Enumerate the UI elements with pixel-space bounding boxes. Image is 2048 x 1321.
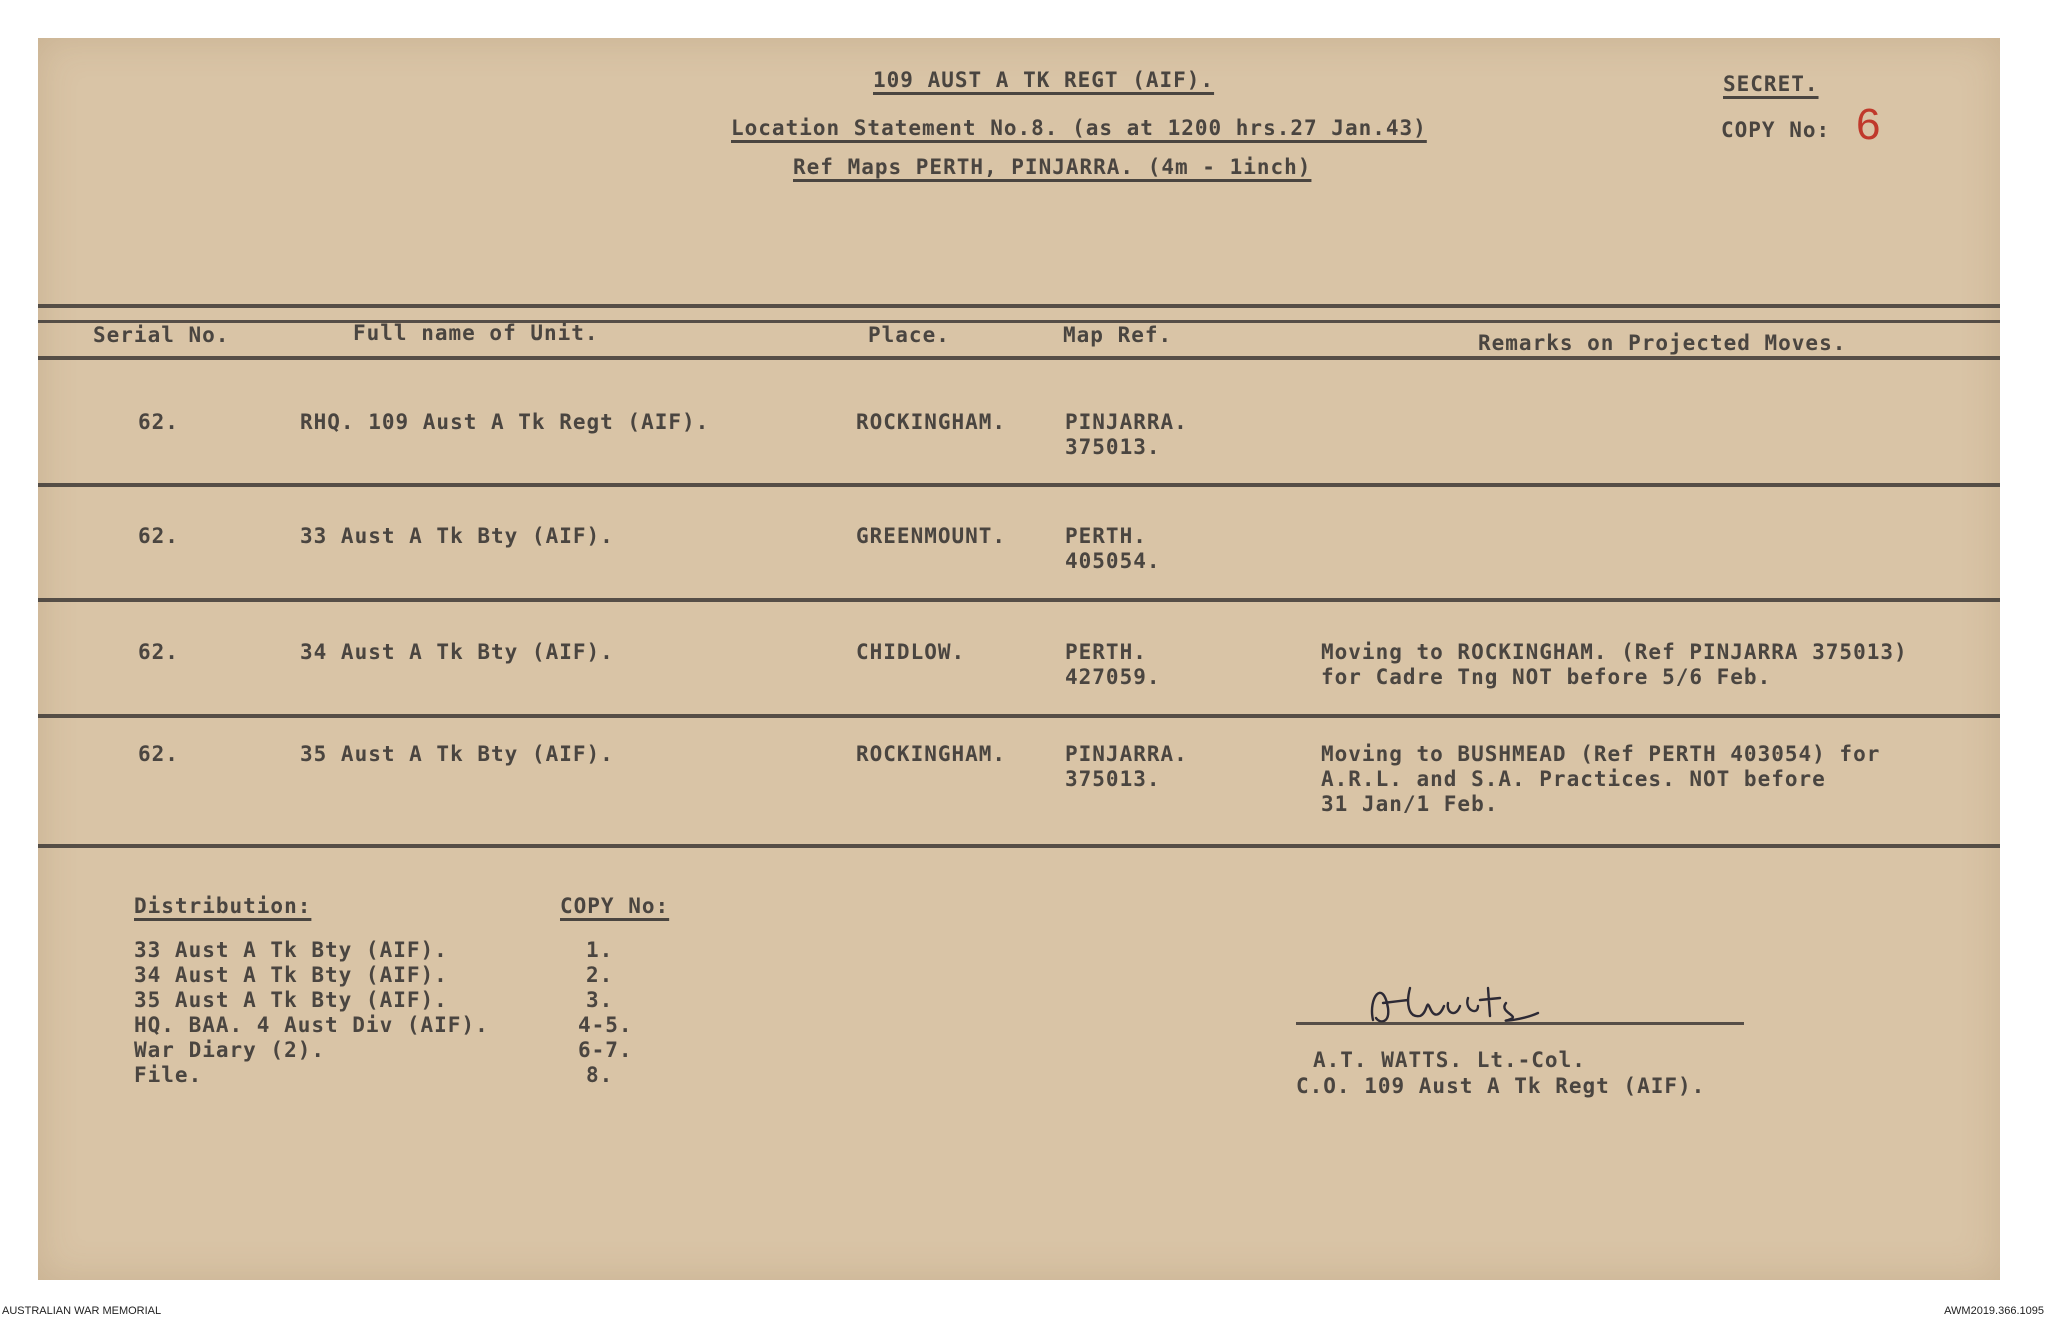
row-serial: 62. (138, 410, 179, 434)
row-divider (38, 483, 2000, 487)
distribution-copy: 2. (586, 963, 614, 987)
distribution-copy: 3. (586, 988, 614, 1012)
document-sheet (38, 38, 2000, 1280)
distribution-copy: 6-7. (578, 1038, 633, 1062)
row-place: ROCKINGHAM. (856, 742, 1007, 766)
footer-accession-number: AWM2019.366.1095 (1944, 1305, 2044, 1317)
distribution-copy: 1. (586, 938, 614, 962)
row-place: ROCKINGHAM. (856, 410, 1007, 434)
copy-number-handwritten: 6 (1856, 100, 1881, 149)
row-map-ref-grid: 375013. (1065, 435, 1161, 459)
row-map-ref-grid: 405054. (1065, 549, 1161, 573)
row-serial: 62. (138, 640, 179, 664)
column-header-unit: Full name of Unit. (353, 321, 599, 345)
row-map-ref-grid: 427059. (1065, 665, 1161, 689)
column-header-place: Place. (868, 323, 950, 347)
distribution-heading: Distribution: (134, 894, 312, 918)
row-remarks-line: 31 Jan/1 Feb. (1321, 792, 1499, 816)
row-map-ref-sheet: PINJARRA. (1065, 410, 1188, 434)
table-top-rule (38, 304, 2000, 308)
row-map-ref-sheet: PERTH. (1065, 524, 1147, 548)
column-header-map-ref: Map Ref. (1063, 323, 1173, 347)
row-remarks-line: A.R.L. and S.A. Practices. NOT before (1321, 767, 1826, 791)
distribution-copy: 8. (586, 1063, 614, 1087)
row-place: CHIDLOW. (856, 640, 966, 664)
signatory-title: C.O. 109 Aust A Tk Regt (AIF). (1296, 1074, 1706, 1098)
row-map-ref-sheet: PERTH. (1065, 640, 1147, 664)
row-unit: 35 Aust A Tk Bty (AIF). (300, 742, 614, 766)
row-map-ref-grid: 375013. (1065, 767, 1161, 791)
document-title: 109 AUST A TK REGT (AIF). (873, 68, 1215, 92)
distribution-item: HQ. BAA. 4 Aust Div (AIF). (134, 1013, 489, 1037)
column-header-remarks: Remarks on Projected Moves. (1478, 331, 1847, 355)
location-statement-subtitle: Location Statement No.8. (as at 1200 hrs.27 Jan.43) (731, 116, 1427, 140)
column-header-serial: Serial No. (93, 323, 230, 347)
row-remarks-line: Moving to ROCKINGHAM. (Ref PINJARRA 375013) (1321, 640, 1908, 664)
row-serial: 62. (138, 524, 179, 548)
row-unit: RHQ. 109 Aust A Tk Regt (AIF). (300, 410, 710, 434)
row-remarks-line: for Cadre Tng NOT before 5/6 Feb. (1321, 665, 1772, 689)
signatory-name: A.T. WATTS. Lt.-Col. (1313, 1048, 1586, 1072)
row-serial: 62. (138, 742, 179, 766)
ref-maps-line: Ref Maps PERTH, PINJARRA. (4m - 1inch) (793, 155, 1312, 179)
header-bottom-rule (38, 356, 2000, 360)
row-divider (38, 598, 2000, 602)
table-bottom-rule (38, 844, 2000, 848)
distribution-copy-heading: COPY No: (560, 894, 670, 918)
copy-number-label: COPY No: (1721, 118, 1831, 142)
signature-line (1296, 1022, 1744, 1025)
distribution-item: File. (134, 1063, 203, 1087)
distribution-item: War Diary (2). (134, 1038, 326, 1062)
row-unit: 33 Aust A Tk Bty (AIF). (300, 524, 614, 548)
footer-institution: AUSTRALIAN WAR MEMORIAL (2, 1305, 162, 1317)
row-divider (38, 714, 2000, 718)
table-top-rule-2 (38, 320, 2000, 323)
row-place: GREENMOUNT. (856, 524, 1007, 548)
row-unit: 34 Aust A Tk Bty (AIF). (300, 640, 614, 664)
row-remarks-line: Moving to BUSHMEAD (Ref PERTH 403054) for (1321, 742, 1881, 766)
distribution-copy: 4-5. (578, 1013, 633, 1037)
distribution-item: 34 Aust A Tk Bty (AIF). (134, 963, 448, 987)
row-map-ref-sheet: PINJARRA. (1065, 742, 1188, 766)
classification-label: SECRET. (1723, 72, 1819, 96)
handwritten-signature (1328, 958, 1628, 1048)
distribution-item: 33 Aust A Tk Bty (AIF). (134, 938, 448, 962)
distribution-item: 35 Aust A Tk Bty (AIF). (134, 988, 448, 1012)
